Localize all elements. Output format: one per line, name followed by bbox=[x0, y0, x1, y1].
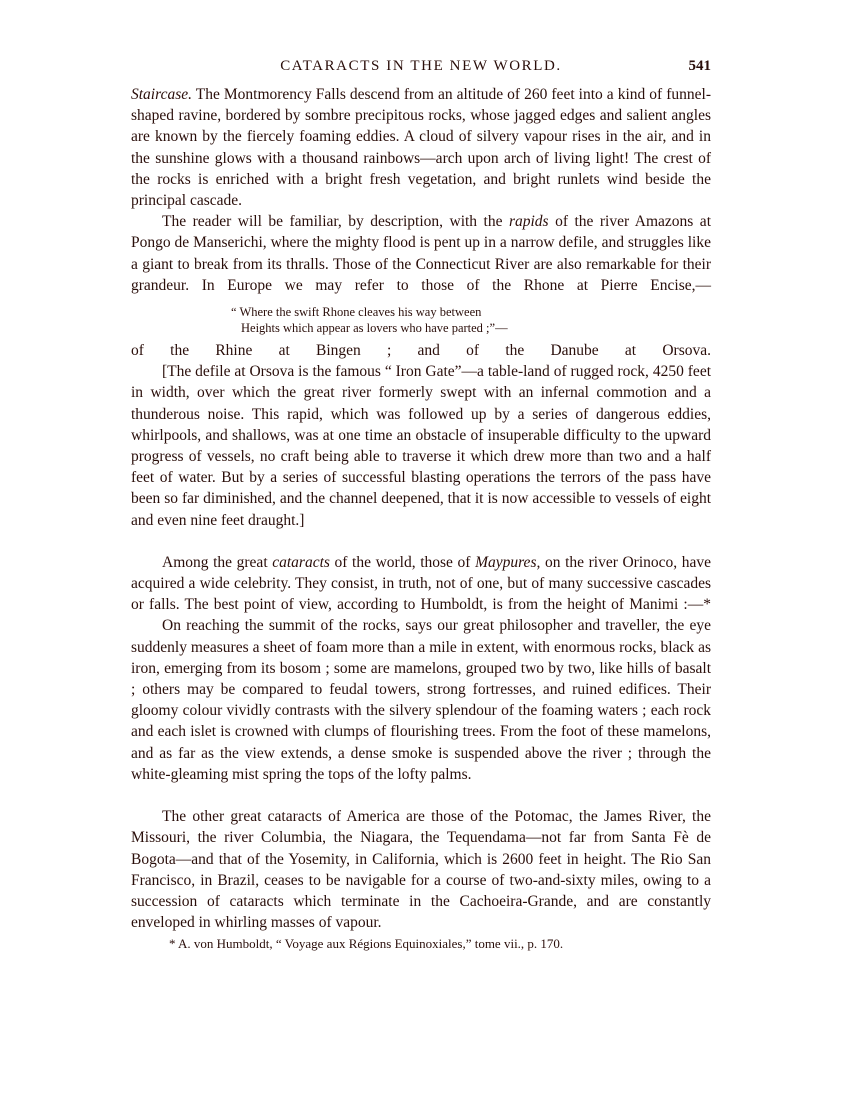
paragraph-humboldt-quote: On reaching the summit of the rocks, says our great philosopher and traveller, the eye suddenly measures a sheet of foam more than a mile in extent, with enormous rocks, black as iron, emerging from its bosom ; some are mamelons, grouped two by two, like hills of basalt ; others may be compared to feudal towers, strong fortresses, and ruined edifices. Their gloomy colour vividly contrasts with the silvery splendour of the foaming waters ; each rock and each islet is crowned with clumps of flourishing trees. From the foot of these mamelons, and as far as the view extends, a dense smoke is suspended above the river ; through the white-gleaming mist spring the tops of the lofty palms. bbox=[131, 617, 711, 783]
running-head bbox=[131, 58, 711, 84]
paragraph-text: of the river Amazons at Pongo de Manserichi, where the mighty flood is pent up in a narrow defile, and struggles like a giant to break from its thralls. Those of the Connecticut River are also remarkable for their grandeur. In Europe we may refer to those of the Rhone at Pierre Encise,— bbox=[131, 213, 711, 294]
paragraph-text: The Montmorency Falls descend from an altitude of 260 feet into a kind of funnel-shaped ravine, bordered by sombre precipitous rocks, whose jagged edges and salient angles are known by the fiercely foaming eddies. A cloud of silvery vapour rises in the air, and in the sunshine glows with a thousand rainbows—arch upon arch of living light! The crest of the rocks is enriched with a bright fresh vegetation, and bright runlets wind beside the principal cascade. bbox=[131, 86, 711, 210]
paragraph-text: on the river Orinoco, have acquired a wide celebrity. They consist, in truth, not of one, but of many successive cascades or falls. The best point of view, according to Humboldt, is from the height of Manimi :—* bbox=[131, 553, 711, 614]
section-gap bbox=[131, 785, 711, 806]
italic-term: cataracts bbox=[272, 553, 330, 571]
paragraph-text: of the world, those of bbox=[329, 553, 476, 571]
section-gap bbox=[131, 531, 711, 552]
book-page bbox=[131, 58, 711, 952]
paragraph-iron-gate: [The defile at Orsova is the famous “ Iron Gate”—a table-land of rugged rock, 4250 feet in width, over which the great river formerly swept with an infernal commotion and a thunderous noise. This rapid, which was followed up by a series of dangerous eddies, whirlpools, and shallows, was at one time an obstacle of insuperable difficulty to the upward progress of vessels, no craft being able to traverse it which drew more than two and a half feet of water. But by a series of successful blasting operations the terrors of the pass have been so far diminished, and the channel deepened, that it is now accessible to vessels of eight and even nine feet draught.] bbox=[131, 363, 711, 529]
paragraph-text: Among the great bbox=[162, 553, 273, 571]
page-number: 541 bbox=[688, 58, 711, 74]
paragraph-text: The reader will be familiar, by description, with the bbox=[162, 213, 509, 231]
paragraph-american-cataracts: The other great cataracts of America are those of the Potomac, the James River, the Missouri, the river Columbia, the Niagara, the Tequendama—not far from Santa Fè de Bogota—and that of the Yosemity, in California, which is 2600 feet in height. The Rio San Francisco, in Brazil, ceases to be navigable for a course of two-and-sixty miles, owing to a succession of cataracts which terminate in the Cachoeira-Grande, and are constantly enveloped in whirling masses of vapour. bbox=[131, 808, 711, 932]
italic-term: rapids bbox=[508, 213, 549, 231]
paragraph-rhine: of the Rhine at Bingen ; and of the Danube at Orsova. bbox=[131, 342, 711, 360]
paragraph-rapids bbox=[131, 211, 711, 296]
verse-line: Heights which appear as lovers who have parted ;”— bbox=[241, 321, 508, 336]
paragraph-montmorency bbox=[131, 84, 711, 211]
italic-term: Maypures, bbox=[475, 553, 541, 571]
paragraph-maypures bbox=[131, 552, 711, 616]
footnote: * A. von Humboldt, “ Voyage aux Régions Equinoxiales,” tome vii., p. 170. bbox=[169, 936, 564, 952]
running-title: CATARACTS IN THE NEW WORLD. bbox=[280, 58, 562, 74]
verse-quote bbox=[231, 304, 711, 336]
italic-lead: Staircase. bbox=[131, 86, 192, 103]
verse-line: “ Where the swift Rhone cleaves his way between bbox=[231, 305, 482, 320]
